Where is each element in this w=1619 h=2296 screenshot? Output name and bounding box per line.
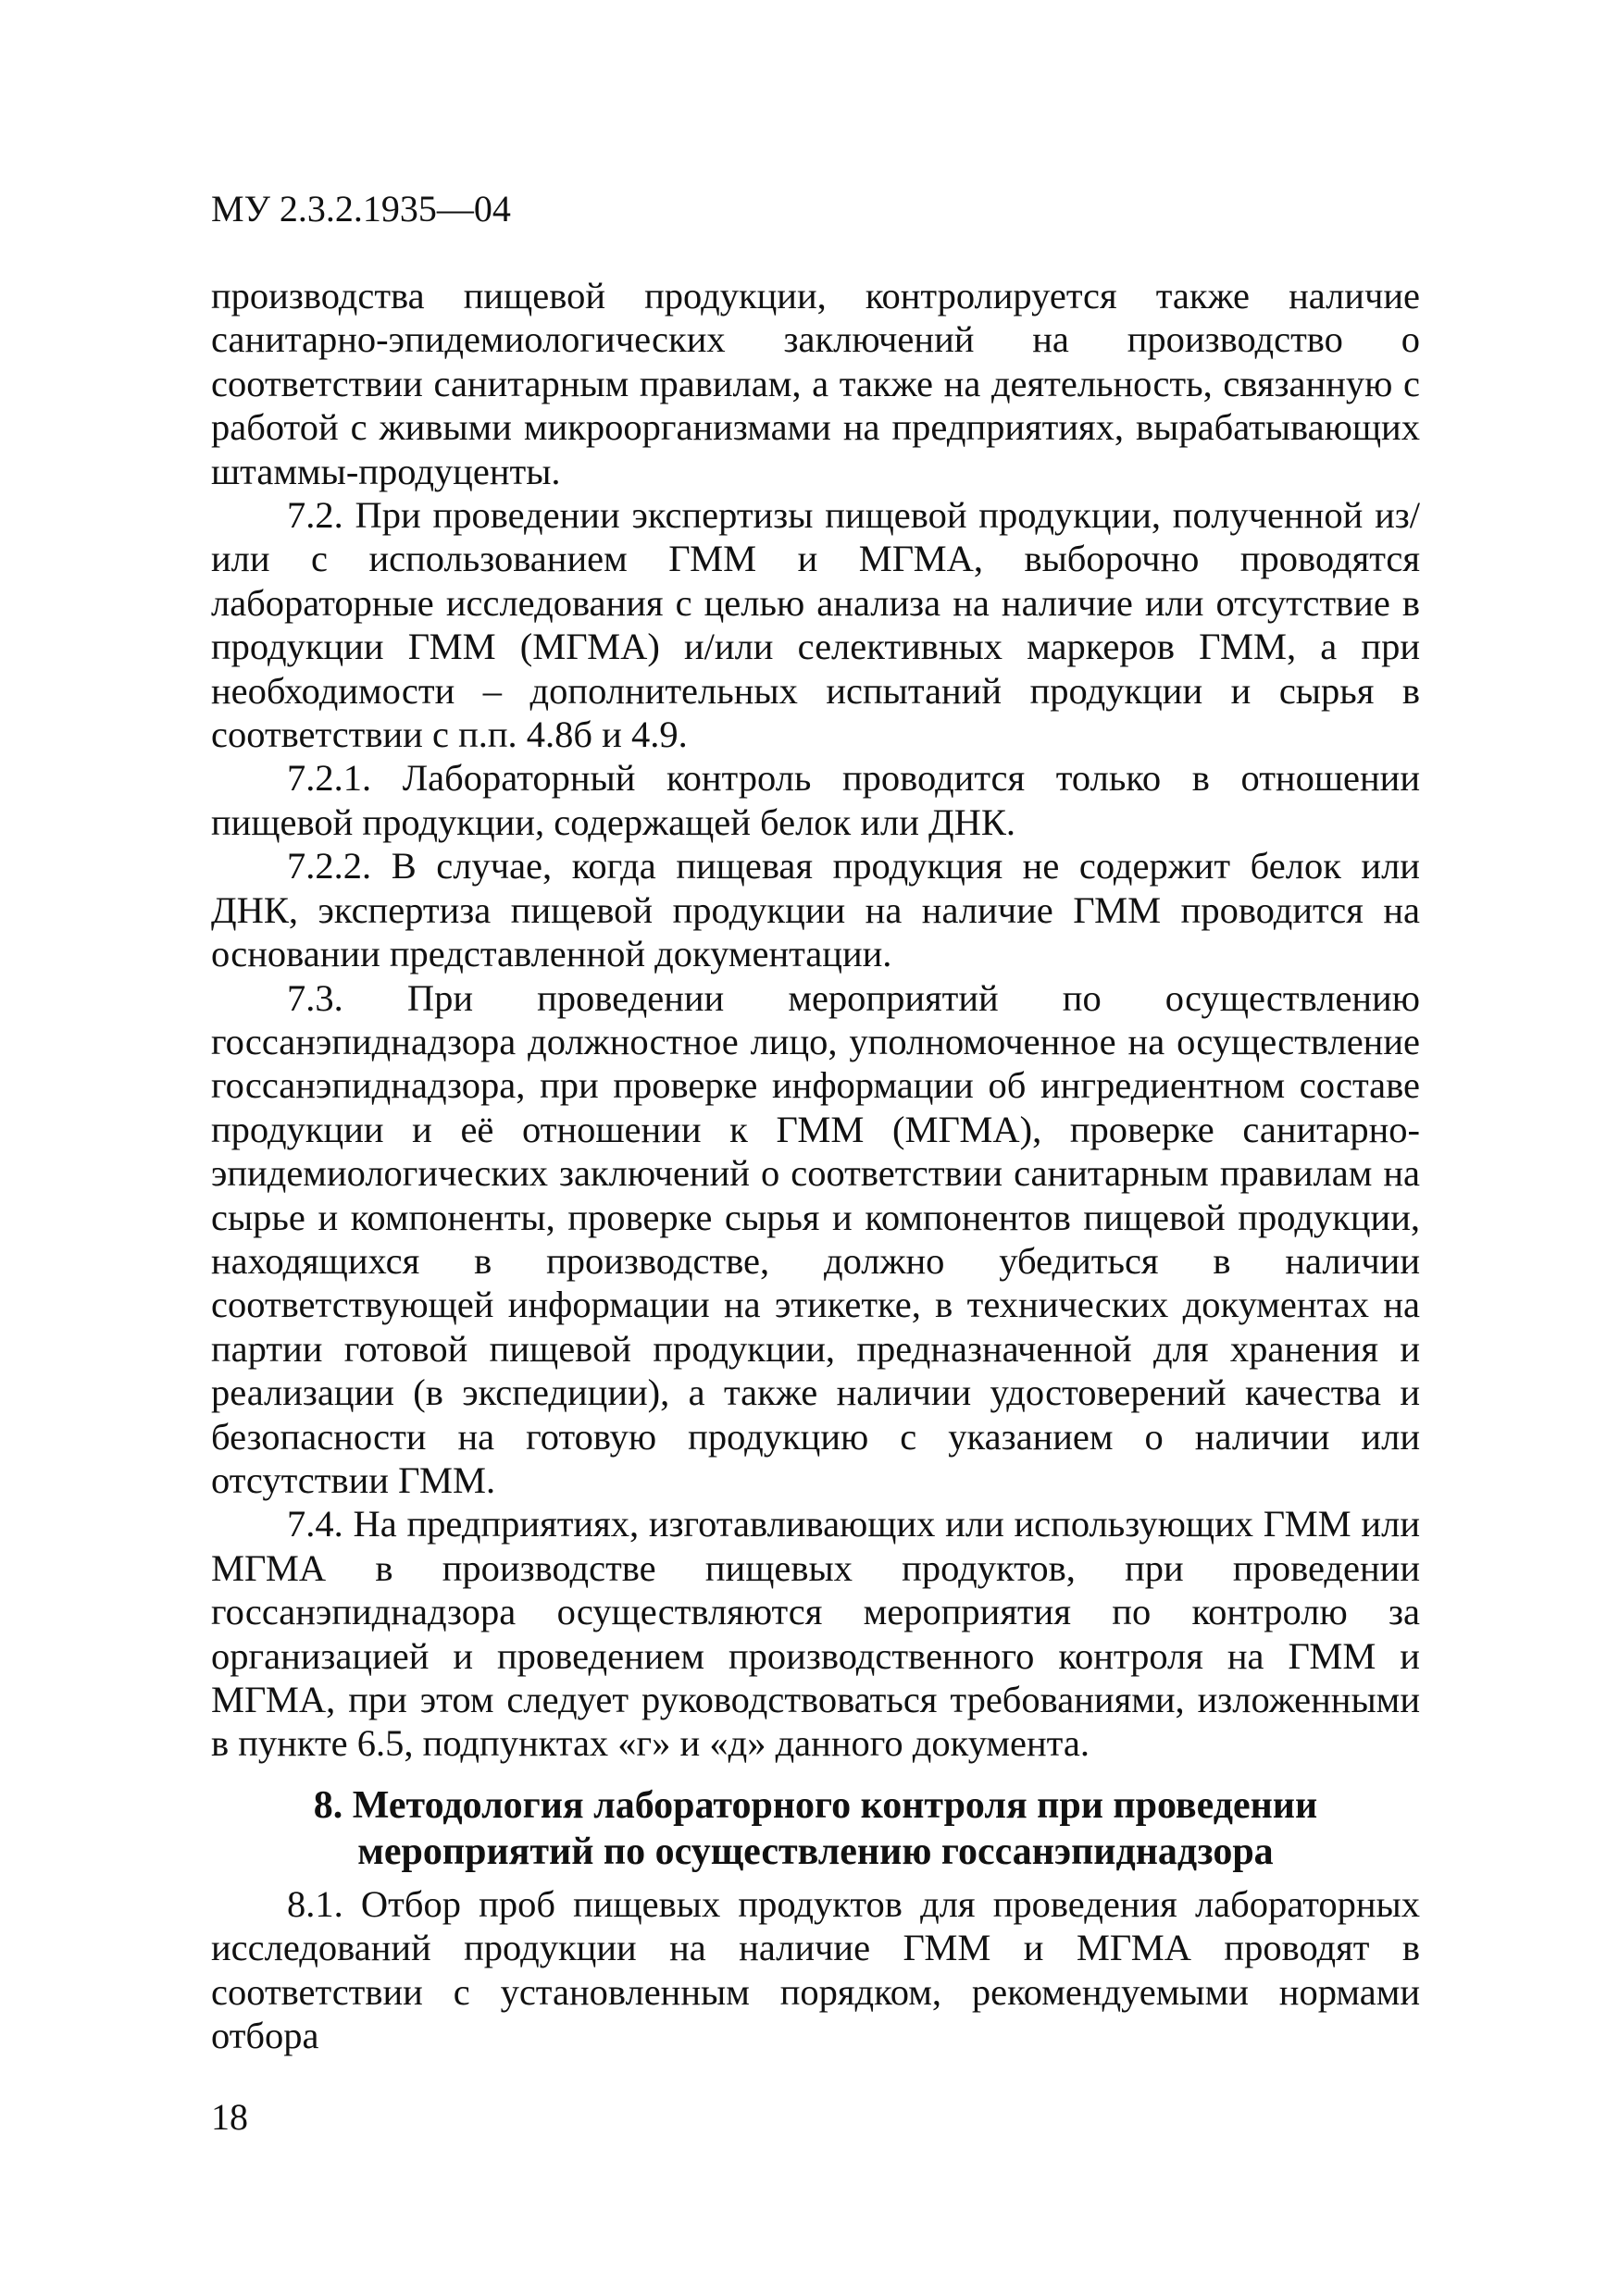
paragraph-8-1: 8.1. Отбор проб пищевых продуктов для проведения лабораторных исследований продукции на наличие ГММ и МГМА проводят в соответствии с установленным порядком, рекомендуемыми нормами отбора [211, 1882, 1420, 2057]
section-8-heading-line-2: мероприятий по осуществлению госсанэпиднадзора [357, 1830, 1274, 1873]
body-text [211, 274, 1420, 2057]
section-8-heading [211, 1782, 1420, 1875]
paragraph-7-2-1: 7.2.1. Лабораторный контроль проводится только в отношении пищевой продукции, содержащей белок или ДНК. [211, 757, 1420, 843]
running-header-doc-code: МУ 2.3.2.1935—04 [211, 188, 511, 230]
paragraph-7-3: 7.3. При проведении мероприятий по осуществлению госсанэпиднадзора должностное лицо, уполномоченное на осуществление госсанэпиднадзора, при проверке информации об ингредиентном составе продукции и её отношении к ГММ (МГМА), проверке санитарно-эпидемиологических заключений о соответствии санитарным правилам на сырье и компоненты, проверке сырья и компонентов пищевой продукции, находящихся в производстве, должно убедиться в наличии соответствующей информации на этикетке, в технических документах на партии готовой пищевой продукции, предназначенной для хранения и реализации (в экспедиции), а также наличии удостоверений качества и безопасности на готовую продукцию с указанием о наличии или отсутствии ГММ. [211, 976, 1420, 1501]
paragraph-7-2-2: 7.2.2. В случае, когда пищевая продукция не содержит белок или ДНК, экспертиза пищевой продукции на наличие ГММ проводится на основании представленной документации. [211, 845, 1420, 975]
section-8-heading-line-1: 8. Методология лабораторного контроля при проведении [313, 1783, 1318, 1827]
paragraph-continuation: производства пищевой продукции, контролируется также наличие санитарно-эпидемиологических заключений на производство о соответствии санитарным правилам, а также на деятельность, связанную с работой с живыми микроорганизмами на предприятиях, вырабатывающих штаммы-продуценты. [211, 275, 1420, 492]
page-number: 18 [211, 2096, 248, 2138]
paragraph-7-4: 7.4. На предприятиях, изготавливающих или использующих ГММ или МГМА в производстве пищевых продуктов, при проведении госсанэпиднадзора осуществляются мероприятия по контролю за организацией и проведением производственного контроля на ГММ и МГМА, при этом следует руководствоваться требованиями, изложенными в пункте 6.5, подпунктах «г» и «д» данного документа. [211, 1503, 1420, 1765]
paragraph-7-2: 7.2. При проведении экспертизы пищевой продукции, полученной из/или с использованием ГММ и МГМА, выборочно проводятся лабораторные исследования с целью анализа на наличие или отсутствие в продукции ГММ (МГМА) и/или селективных маркеров ГММ, а при необходимости – дополнительных испытаний продукции и сырья в соответствии с п.п. 4.8б и 4.9. [211, 494, 1420, 756]
